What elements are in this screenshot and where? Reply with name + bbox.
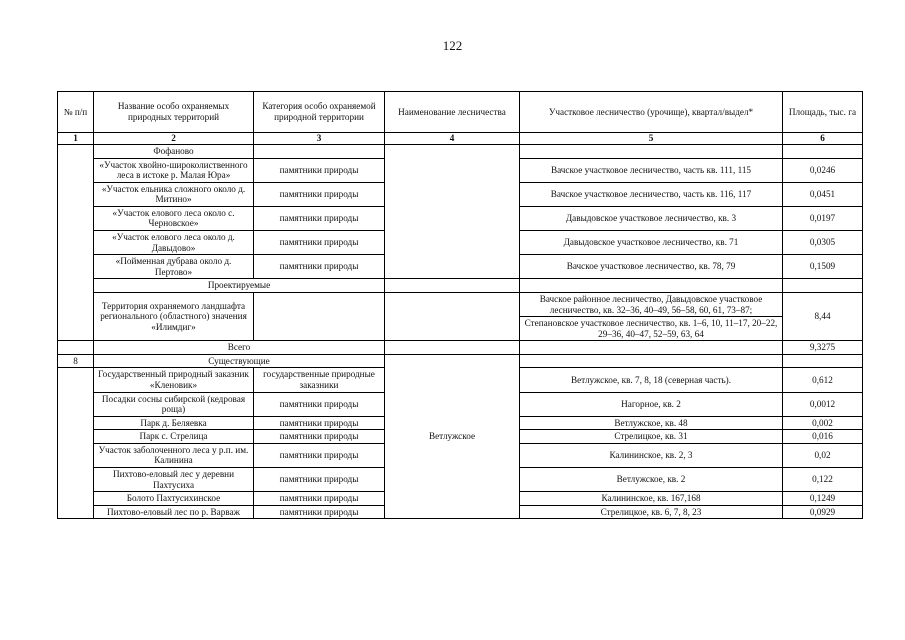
territory-name: Посадки сосны сибирской (кедровая роща) <box>94 392 254 416</box>
area-cell: 0,1509 <box>783 255 863 279</box>
header-row <box>58 92 863 133</box>
district-cell: Вачское участковое лесничество, кв. 78, 79 <box>520 255 783 279</box>
district-cell <box>520 354 783 368</box>
territory-name: «Пойменная дубрава около д. Пертово» <box>94 255 254 279</box>
category-cell: памятники природы <box>254 392 385 416</box>
area-cell: 0,0197 <box>783 206 863 230</box>
category-cell: памятники природы <box>254 158 385 182</box>
area-cell: 0,002 <box>783 416 863 430</box>
category-cell: памятники природы <box>254 430 385 444</box>
category-cell: памятники природы <box>254 492 385 506</box>
header-forestry: Наименование лесничества <box>385 92 520 133</box>
territory-name: «Участок елового леса около с. Черновское» <box>94 206 254 230</box>
category-cell: памятники природы <box>254 505 385 519</box>
territory-name: Парк с. Стрелица <box>94 430 254 444</box>
row-number-cell <box>58 341 94 355</box>
district-cell: Ветлужское, кв. 2 <box>520 468 783 492</box>
forestry-cell <box>385 341 520 355</box>
header-num: № п/п <box>58 92 94 133</box>
category-cell: государственные природные заказники <box>254 368 385 392</box>
district-cell: Вачское участковое лесничество, часть кв. 111, 115 <box>520 158 783 182</box>
territory-name: Территория охраняемого ландшафта регионального (областного) значения «Илимдиг» <box>94 292 254 340</box>
territory-name: Болото Пахтусихинское <box>94 492 254 506</box>
forestry-name: Ветлужское <box>385 354 520 519</box>
area-cell: 0,0451 <box>783 182 863 206</box>
column-number: 5 <box>520 133 783 145</box>
header-name: Название особо охраняемых природных территорий <box>94 92 254 133</box>
area-cell: 0,0246 <box>783 158 863 182</box>
table-row <box>58 292 863 316</box>
category-cell: памятники природы <box>254 182 385 206</box>
area-cell: 0,1249 <box>783 492 863 506</box>
header-district: Участковое лесничество (урочище), квартал/выдел* <box>520 92 783 133</box>
district-cell: Стрелицкое, кв. 6, 7, 8, 23 <box>520 505 783 519</box>
subsection-projected: Проектируемые <box>94 279 385 293</box>
category-cell <box>254 292 385 340</box>
row-number-cell <box>58 368 94 519</box>
district-cell: Стрелицкое, кв. 31 <box>520 430 783 444</box>
column-number: 6 <box>783 133 863 145</box>
district-cell <box>520 145 783 159</box>
district-cell: Ветлужское, кв. 48 <box>520 416 783 430</box>
category-cell: памятники природы <box>254 231 385 255</box>
row-number-cell <box>58 145 94 341</box>
header-area: Площадь, тыс. га <box>783 92 863 133</box>
district-cell: Давыдовское участковое лесничество, кв. 71 <box>520 231 783 255</box>
area-cell <box>783 354 863 368</box>
column-number-row <box>58 133 863 145</box>
category-cell: памятники природы <box>254 443 385 467</box>
area-cell: 0,122 <box>783 468 863 492</box>
category-cell <box>254 145 385 159</box>
total-area: 9,3275 <box>783 341 863 355</box>
row-number: 8 <box>58 354 94 368</box>
area-cell: 0,016 <box>783 430 863 444</box>
area-cell: 0,0929 <box>783 505 863 519</box>
area-cell: 0,612 <box>783 368 863 392</box>
total-label: Всего <box>94 341 385 355</box>
district-cell: Калининское, кв. 2, 3 <box>520 443 783 467</box>
place-label: Фофаново <box>94 145 254 159</box>
territory-name: Пихтово-еловый лес у деревни Пахтусиха <box>94 468 254 492</box>
territory-name: Парк д. Беляевка <box>94 416 254 430</box>
column-number: 1 <box>58 133 94 145</box>
subsection-row <box>58 354 863 368</box>
area-cell: 0,02 <box>783 443 863 467</box>
column-number: 4 <box>385 133 520 145</box>
table-row <box>58 145 863 159</box>
area-cell: 0,0305 <box>783 231 863 255</box>
protected-areas-table <box>57 91 863 519</box>
district-cell <box>520 341 783 355</box>
territory-name: Государственный природный заказник «Кленовик» <box>94 368 254 392</box>
subsection-existing: Существующие <box>94 354 385 368</box>
district-cell: Вачское участковое лесничество, часть кв. 116, 117 <box>520 182 783 206</box>
district-cell: Калининское, кв. 167,168 <box>520 492 783 506</box>
district-cell: Степановское участковое лесничество, кв. 1–6, 10, 11–17, 20–22, 29–36, 40–47, 52–59, 63, 64 <box>520 317 783 341</box>
total-row <box>58 341 863 355</box>
territory-name: «Участок хвойно-широколиственного леса в истоке р. Малая Юра» <box>94 158 254 182</box>
page-number: 122 <box>442 38 463 53</box>
header-category: Категория особо охраняемой природной территории <box>254 92 385 133</box>
district-cell: Давыдовское участковое лесничество, кв. 3 <box>520 206 783 230</box>
forestry-cell <box>385 145 520 279</box>
area-cell: 0,0012 <box>783 392 863 416</box>
district-cell <box>520 279 783 293</box>
column-number: 2 <box>94 133 254 145</box>
territory-name: Участок заболоченного леса у р.п. им. Калинина <box>94 443 254 467</box>
category-cell: памятники природы <box>254 468 385 492</box>
district-cell: Нагорное, кв. 2 <box>520 392 783 416</box>
forestry-cell <box>385 292 520 340</box>
area-cell <box>783 145 863 159</box>
territory-name: «Участок елового леса около д. Давыдово» <box>94 231 254 255</box>
category-cell: памятники природы <box>254 255 385 279</box>
subsection-row <box>58 279 863 293</box>
area-cell: 8,44 <box>783 292 863 340</box>
category-cell: памятники природы <box>254 416 385 430</box>
territory-name: «Участок ельника сложного около д. Митино» <box>94 182 254 206</box>
column-number: 3 <box>254 133 385 145</box>
category-cell: памятники природы <box>254 206 385 230</box>
forestry-cell <box>385 279 520 293</box>
territory-name: Пихтово-еловый лес по р. Варваж <box>94 505 254 519</box>
area-cell <box>783 279 863 293</box>
district-cell: Ветлужское, кв. 7, 8, 18 (северная часть). <box>520 368 783 392</box>
district-cell: Вачское районное лесничество, Давыдовское участковое лесничество, кв. 32–36, 40–49, 56–58, 60, 61, 73–87; <box>520 292 783 316</box>
